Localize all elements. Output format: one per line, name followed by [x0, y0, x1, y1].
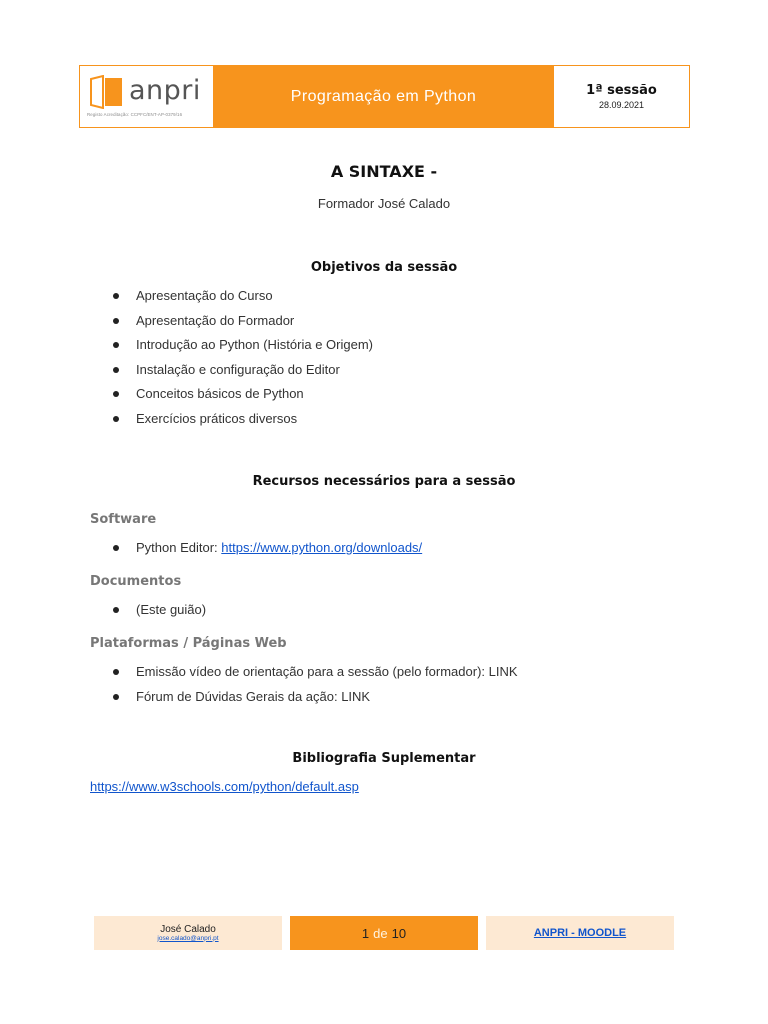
- footer-author: [94, 916, 282, 950]
- software-item-label: Python Editor:: [136, 540, 222, 555]
- platforms-list: [113, 663, 518, 712]
- accreditation-text: Registo Acreditação: CCPFC/ENT-AP-0379/16: [87, 112, 183, 117]
- list-item: Conceitos básicos de Python: [113, 385, 373, 410]
- page-current: 1: [361, 925, 370, 941]
- page-of: de: [373, 925, 388, 941]
- python-downloads-link[interactable]: https://www.python.org/downloads/: [221, 540, 423, 555]
- bullet-icon: [113, 367, 119, 373]
- anpri-logo-icon: [89, 75, 125, 109]
- list-item: Exercícios práticos diversos: [113, 410, 373, 435]
- list-item: Emissão vídeo de orientação para a sessão (pelo formador): LINK: [113, 663, 518, 688]
- list-item: Introdução ao Python (História e Origem): [113, 336, 373, 361]
- session-date: 28.09.2021: [598, 100, 645, 110]
- bullet-icon: [113, 391, 119, 397]
- w3schools-link[interactable]: https://www.w3schools.com/python/default.asp: [90, 779, 359, 794]
- bullet-icon: [113, 293, 119, 299]
- logo-wordmark: anpri: [129, 75, 201, 106]
- list-item: Apresentação do Formador: [113, 312, 373, 337]
- bullet-icon: [113, 669, 119, 675]
- objectives-list: [113, 287, 373, 435]
- session-label: 1ª sessão: [586, 83, 657, 98]
- trainer-name: Formador José Calado: [317, 196, 451, 211]
- bullet-icon: [113, 545, 119, 551]
- list-item: [113, 539, 422, 564]
- software-list: [113, 539, 422, 564]
- page-number: [290, 916, 478, 950]
- bullet-icon: [113, 607, 119, 613]
- list-item: Fórum de Dúvidas Gerais da ação: LINK: [113, 688, 518, 713]
- bibliography-heading: Bibliografia Suplementar: [292, 751, 476, 766]
- session-info: [554, 66, 689, 127]
- footer-moodle: [486, 916, 674, 950]
- bullet-icon: [113, 342, 119, 348]
- list-item: (Este guião): [113, 601, 206, 626]
- bullet-icon: [113, 694, 119, 700]
- author-name: José Calado: [160, 923, 216, 935]
- list-item: Instalação e configuração do Editor: [113, 361, 373, 386]
- platforms-heading: Plataformas / Páginas Web: [90, 636, 287, 651]
- moodle-link[interactable]: ANPRI - MOODLE: [533, 927, 627, 939]
- objectives-heading: Objetivos da sessão: [310, 260, 458, 275]
- documents-heading: Documentos: [90, 574, 182, 589]
- document-title: A SINTAXE -: [330, 162, 438, 181]
- course-title: Programação em Python: [214, 66, 554, 127]
- bullet-icon: [113, 416, 119, 422]
- documents-list: [113, 601, 206, 626]
- document-header: [79, 65, 690, 128]
- anpri-logo: [80, 66, 214, 127]
- page-total: 10: [391, 925, 407, 941]
- software-heading: Software: [90, 512, 157, 527]
- resources-heading: Recursos necessários para a sessão: [252, 474, 516, 489]
- list-item: Apresentação do Curso: [113, 287, 373, 312]
- bullet-icon: [113, 318, 119, 324]
- author-email-link[interactable]: jose.calado@anpri.pt: [157, 934, 219, 942]
